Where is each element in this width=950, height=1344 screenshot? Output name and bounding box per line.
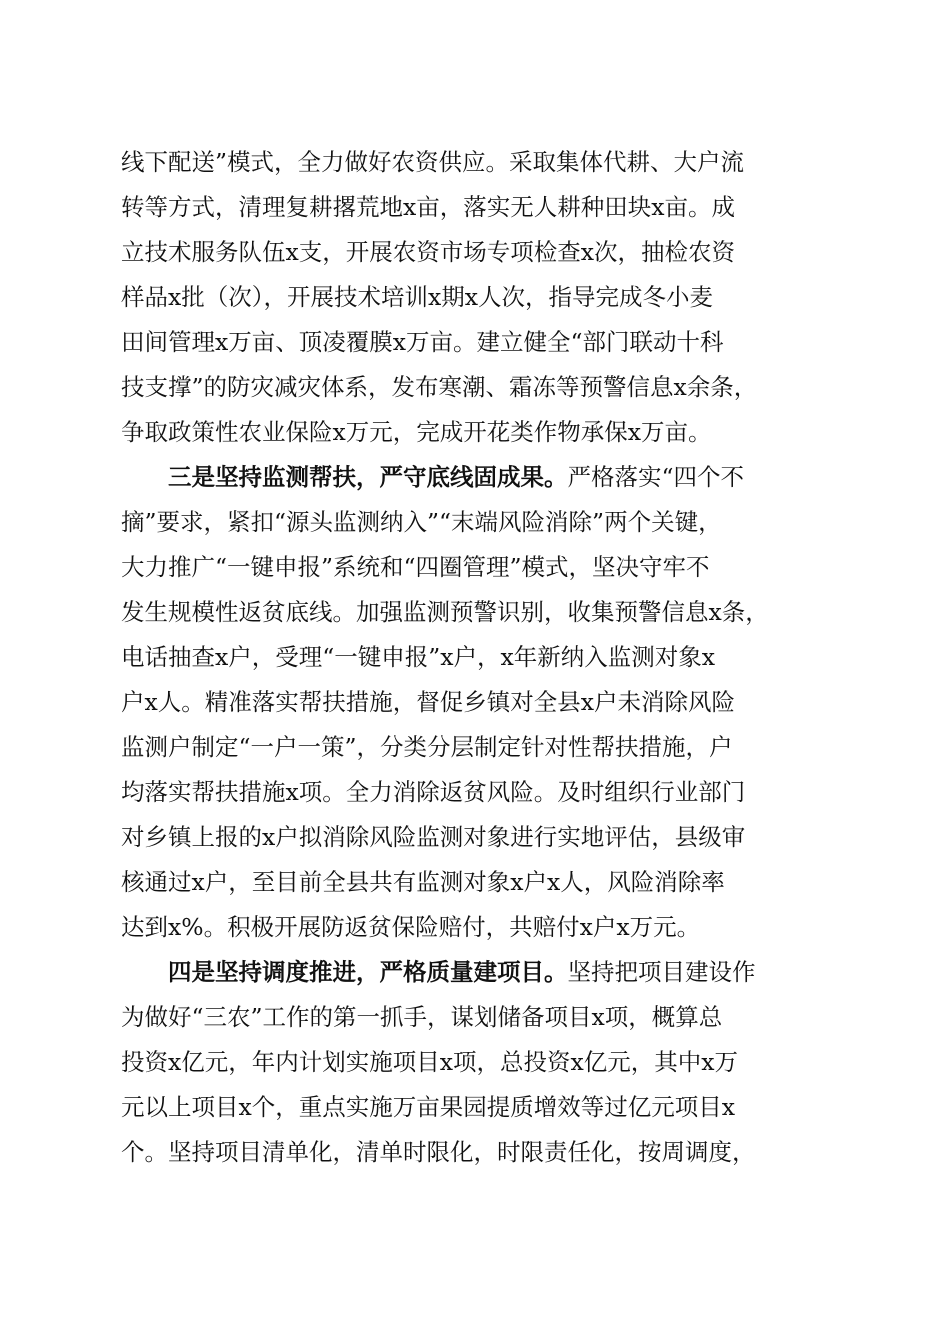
text-line: 转等方式，清理复耕撂荒地x亩，落实无人耕种田块x亩。成 <box>121 193 736 221</box>
text-line: 达到x%。积极开展防返贫保险赔付，共赔付x户x万元。 <box>121 913 701 941</box>
text-line: 田间管理x万亩、顶凌覆膜x万亩。建立健全“部门联动十科 <box>121 328 724 356</box>
text-line: 为做好“三农”工作的第一抓手，谋划储备项目x项，概算总 <box>121 1003 723 1031</box>
text-line: 均落实帮扶措施x项。全力消除返贫风险。及时组织行业部门 <box>121 778 746 806</box>
paragraph-first-line <box>168 957 829 987</box>
text-line: 对乡镇上报的x户拟消除风险监测对象进行实地评估，县级审 <box>121 823 746 851</box>
text-line: 核通过x户，至目前全县共有监测对象x户x人，风险消除率 <box>121 868 725 896</box>
text-line: 监测户制定“一户一策”，分类分层制定针对性帮扶措施，户 <box>121 733 733 761</box>
text-line: 立技术服务队伍x支，开展农资市场专项检查x次，抽检农资 <box>121 238 736 266</box>
paragraph-first-line <box>168 462 829 492</box>
text-span: 坚持把项目建设作 <box>567 958 756 986</box>
text-line: 户x人。精准落实帮扶措施，督促乡镇对全县x户未消除风险 <box>121 688 736 716</box>
text-line: 样品x批（次），开展技术培训x期x人次，指导完成冬小麦 <box>121 283 714 311</box>
text-span: 严格落实“四个不 <box>567 463 745 491</box>
text-line: 争取政策性农业保险x万元，完成开花类作物承保x万亩。 <box>121 418 712 446</box>
text-line: 技支撑”的防灾减灾体系，发布寒潮、霜冻等预警信息x余条， <box>121 373 758 401</box>
text-line: 摘”要求，紧扣“源头监测纳入”“末端风险消除”两个关键， <box>121 508 722 536</box>
text-line: 电话抽查x户，受理“一键申报”x户，x年新纳入监测对象x <box>121 643 716 671</box>
paragraph-heading: 三是坚持监测帮扶，严守底线固成果。 <box>168 463 568 491</box>
text-line: 发生规模性返贫底线。加强监测预警识别，收集预警信息x条， <box>121 598 769 626</box>
text-line: 元以上项目x个，重点实施万亩果园提质增效等过亿元项目x <box>121 1093 736 1121</box>
text-line: 线下配送”模式，全力做好农资供应。采取集体代耕、大户流 <box>121 148 745 176</box>
paragraph-heading: 四是坚持调度推进，严格质量建项目。 <box>168 958 568 986</box>
text-line: 个。坚持项目清单化，清单时限化，时限责任化，按周调度， <box>121 1138 756 1166</box>
text-line: 投资x亿元，年内计划实施项目x项，总投资x亿元，其中x万 <box>121 1048 739 1076</box>
text-line: 大力推广“一键申报”系统和“四圈管理”模式，坚决守牢不 <box>121 553 710 581</box>
